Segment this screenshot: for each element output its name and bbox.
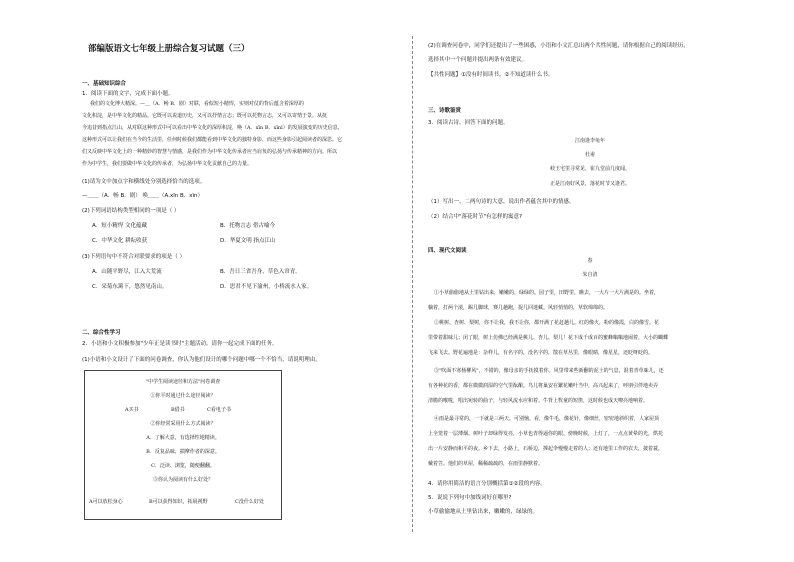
essay-line: 上全笼着一层薄烟。树叶子却绿得发亮，小草也青得逼你的眼。傍晚时候，上灯了，一点点黄晕的光，烘托 [428, 431, 664, 437]
option-d: D．华夏文明 指点江山 [220, 238, 276, 244]
question-1-part-3: (3)下列语句中不符合对联要求的项是（ ） [82, 254, 186, 260]
survey-option: C没什么好处 [235, 499, 264, 505]
column-divider [412, 36, 413, 532]
poem-line-1: 岐王宅里寻常见，崔九堂前几度闻。 [549, 166, 630, 172]
survey-option: A可以放松身心 [89, 499, 123, 505]
question-1-part-1-blanks: —＿＿（A．畅 B．剧） 唤＿＿（A.xīn B．xīn） [82, 193, 204, 199]
section-3-heading: 三、诗歌鉴赏 [428, 108, 462, 114]
essay-line: 飞来飞去。野花遍地是：杂样儿，有名字的，没名字的，散在草丛里，像眼睛，像星星，还眨呀眨的。 [428, 350, 654, 356]
essay-line: 里带着甜味儿；闭了眼，树上仿佛已经满是桃儿、杏儿、梨儿！花下成千成百的蜜蜂嗡嗡地闹着，大小的蝴蝶 [428, 335, 669, 341]
passage-line: 这种形式可以让我们在当今的生活里，任何时候我们都能看到中华文化的独特身影，而这些身影引起阅读者的深思。它 [82, 137, 343, 143]
essay-line: 躺着，打两个滚，踢几脚球，赛几趟跑，捉几回迷藏。风轻悄悄的，草软绵绵的。 [428, 305, 609, 311]
option-c: C．采菊东篱下，悠然见南山。 [92, 284, 168, 290]
essay-line: 清脆的喉咙，唱出宛转的曲子，与轻风流水应和着。牛背上牧童的短笛，这时候也成天嘹亮地响着。 [428, 398, 649, 404]
survey-option: C．泛读、浏览，随便翻翻。 [151, 463, 215, 469]
poem-author: 杜甫 [584, 152, 595, 158]
section-2-heading: 二、综合性学习 [82, 330, 121, 336]
option-b: B．吾日三省吾身，草色入帘青。 [220, 269, 301, 275]
question-2-sub-2: 选择其中一个问题并提出两条有效建议。 [428, 57, 528, 63]
survey-option: B．反复品味，揣摩作者的深意。 [146, 449, 220, 455]
survey-option: B可以获得知识，拓展视野 [149, 499, 208, 505]
essay-line: 戴着笠。他们的草屋，稀稀疏疏的，在雨里静默着。 [428, 461, 544, 467]
passage-line: 作为中学生，我们要做中华文化的传承者，为弘扬中华文化贡献自己的力量。 [82, 161, 253, 167]
survey-option: A买书 [125, 407, 139, 413]
passage-line: 文化积淀，是中华文化的精品。它既可以说道历史，又可以抒情言志；既可以托物言志，又可以寄情于景。从抚 [82, 113, 328, 119]
essay-line: 出一片安静而和平的夜。乡下去，小路上，石桥边，撑起伞慢慢走着的人；还有地里工作的农夫，披着蓑， [428, 446, 664, 452]
essay-title: 春 [587, 258, 593, 264]
question-2-sub-2: (2)在调查问卷中，同学们还提出了一些困惑，小语和小文汇总出两个共性问题，请你根据自己的阅读经历， [428, 43, 689, 49]
option-c: C．中华文化 耕耘收获 [92, 238, 148, 244]
survey-question-1: ①你平时通过什么途径阅读？ [150, 393, 216, 399]
essay-line: ④雨是最寻常的，一下就是三两天。可别恼。看，像牛毛，像花针，像细丝，密密地斜织着，人家屋顶 [434, 416, 660, 422]
passage-line: 们又反映中华文化上的一种精妙的智慧与情感，是我们作为中华文化传承者应当肩负的弘扬与传承精神的方向。所以 [82, 149, 338, 155]
question-1-stem: 1．阅读下面的文字，完成下面小题。 [82, 91, 174, 97]
common-problems: 【共性问题】①没有时间读书。②不知道读什么书。 [428, 72, 554, 78]
essay-line: ③"吹面不寒杨柳风"，不错的，像母亲的手抚摸着你。风里带来些新翻的泥土的气息，混着青草味儿，还 [434, 368, 664, 374]
essay-line: 有各种花的香，都在微微润湿的空气里酝酿。鸟儿将巢安在繁花嫩叶当中，高兴起来了，呼朋引伴地卖弄 [428, 383, 659, 389]
passage-line: 我们的文化博大精深。—＿（A．畅 B．剧）对联，看似短小精悍，实则对仗的背后蕴含着深厚的 [90, 101, 304, 107]
question-1-part-1: (1)请为文中加点字和横线处分别选择恰当的选项。 [82, 179, 206, 185]
option-a: A．短小精悍 文化蕴藏 [92, 223, 148, 229]
question-1-part-2: (2)下列词语结构类型相同的一项是（ ） [82, 208, 180, 214]
survey-heading: "中学生阅读途径和方法"问卷调查 [145, 379, 221, 385]
survey-option: B借书 [171, 407, 185, 413]
section-1-heading: 一、基础知识综合 [82, 81, 127, 87]
poem-line-2: 正是江南好风景，落花时节又逢君。 [549, 181, 630, 187]
question-2-stem: 2．小语和小文积极参加"少年正是读书时"主题活动。请你一起完成下面的任务。 [82, 341, 278, 347]
essay-line: ②桃树、杏树、梨树，你不让我，我不让你，都开满了花赶趟儿。红的像火，粉的像霞，白的像雪。花 [434, 320, 660, 326]
survey-question-2: ②你经常采用什么方式阅读？ [150, 421, 216, 427]
question-5: 5．说说下列句中加线词好在哪里? [428, 495, 512, 501]
question-3-part-1: （1）写出一、二两句诗的大意，说出作者蕴含其中的情感。 [428, 199, 575, 205]
survey-box [84, 370, 282, 520]
option-a: A．山随平野尽，江入大荒流 [92, 269, 162, 275]
question-3-stem: 3．阅读古诗，回答下面的问题。 [428, 120, 509, 126]
question-3-part-2: （2）结合中"落花时节"有怎样的寓意? [428, 214, 522, 220]
survey-option: C看电子书 [207, 407, 231, 413]
section-4-heading: 四、现代文阅读 [428, 248, 467, 254]
question-4: 4．请你用简洁的语言分别概括第①②段的内容。 [428, 481, 546, 487]
poem-title: 江南逢李龟年 [574, 138, 605, 144]
survey-question-3: ③你认为阅读有什么好处？ [152, 477, 213, 483]
option-b: B．托物言志 借古喻今 [220, 223, 276, 229]
option-d: D．思君不见下渝州，小桥流水人家。 [220, 284, 313, 290]
question-2-sub-1: (1)小语和小文设计了下面的问卷调查，你认为他们设计的哪个问题中哪一个不恰当，请说明理由。 [82, 357, 321, 363]
survey-option: A．了解大意，有选择性地精读。 [146, 435, 220, 441]
essay-line: ①小草偷偷地从土里钻出来，嫩嫩的，绿绿的。园子里，田野里，瞧去，一大片一大片满是的。坐着， [434, 290, 660, 296]
page-title: 部编版语文七年级上册综合复习试题（三） [88, 44, 250, 54]
passage-line: 今追昔到指点江山，从对联这种形式中可以看出中华文化的深厚积淀，唤（A．xīn B．xīnl）的发展演变的历史信息， [82, 125, 343, 131]
question-5-sentence: 小草偷偷地从土里钻出来，嫩嫩的，绿绿的。 [428, 509, 539, 515]
essay-author: 朱自清 [582, 272, 598, 278]
